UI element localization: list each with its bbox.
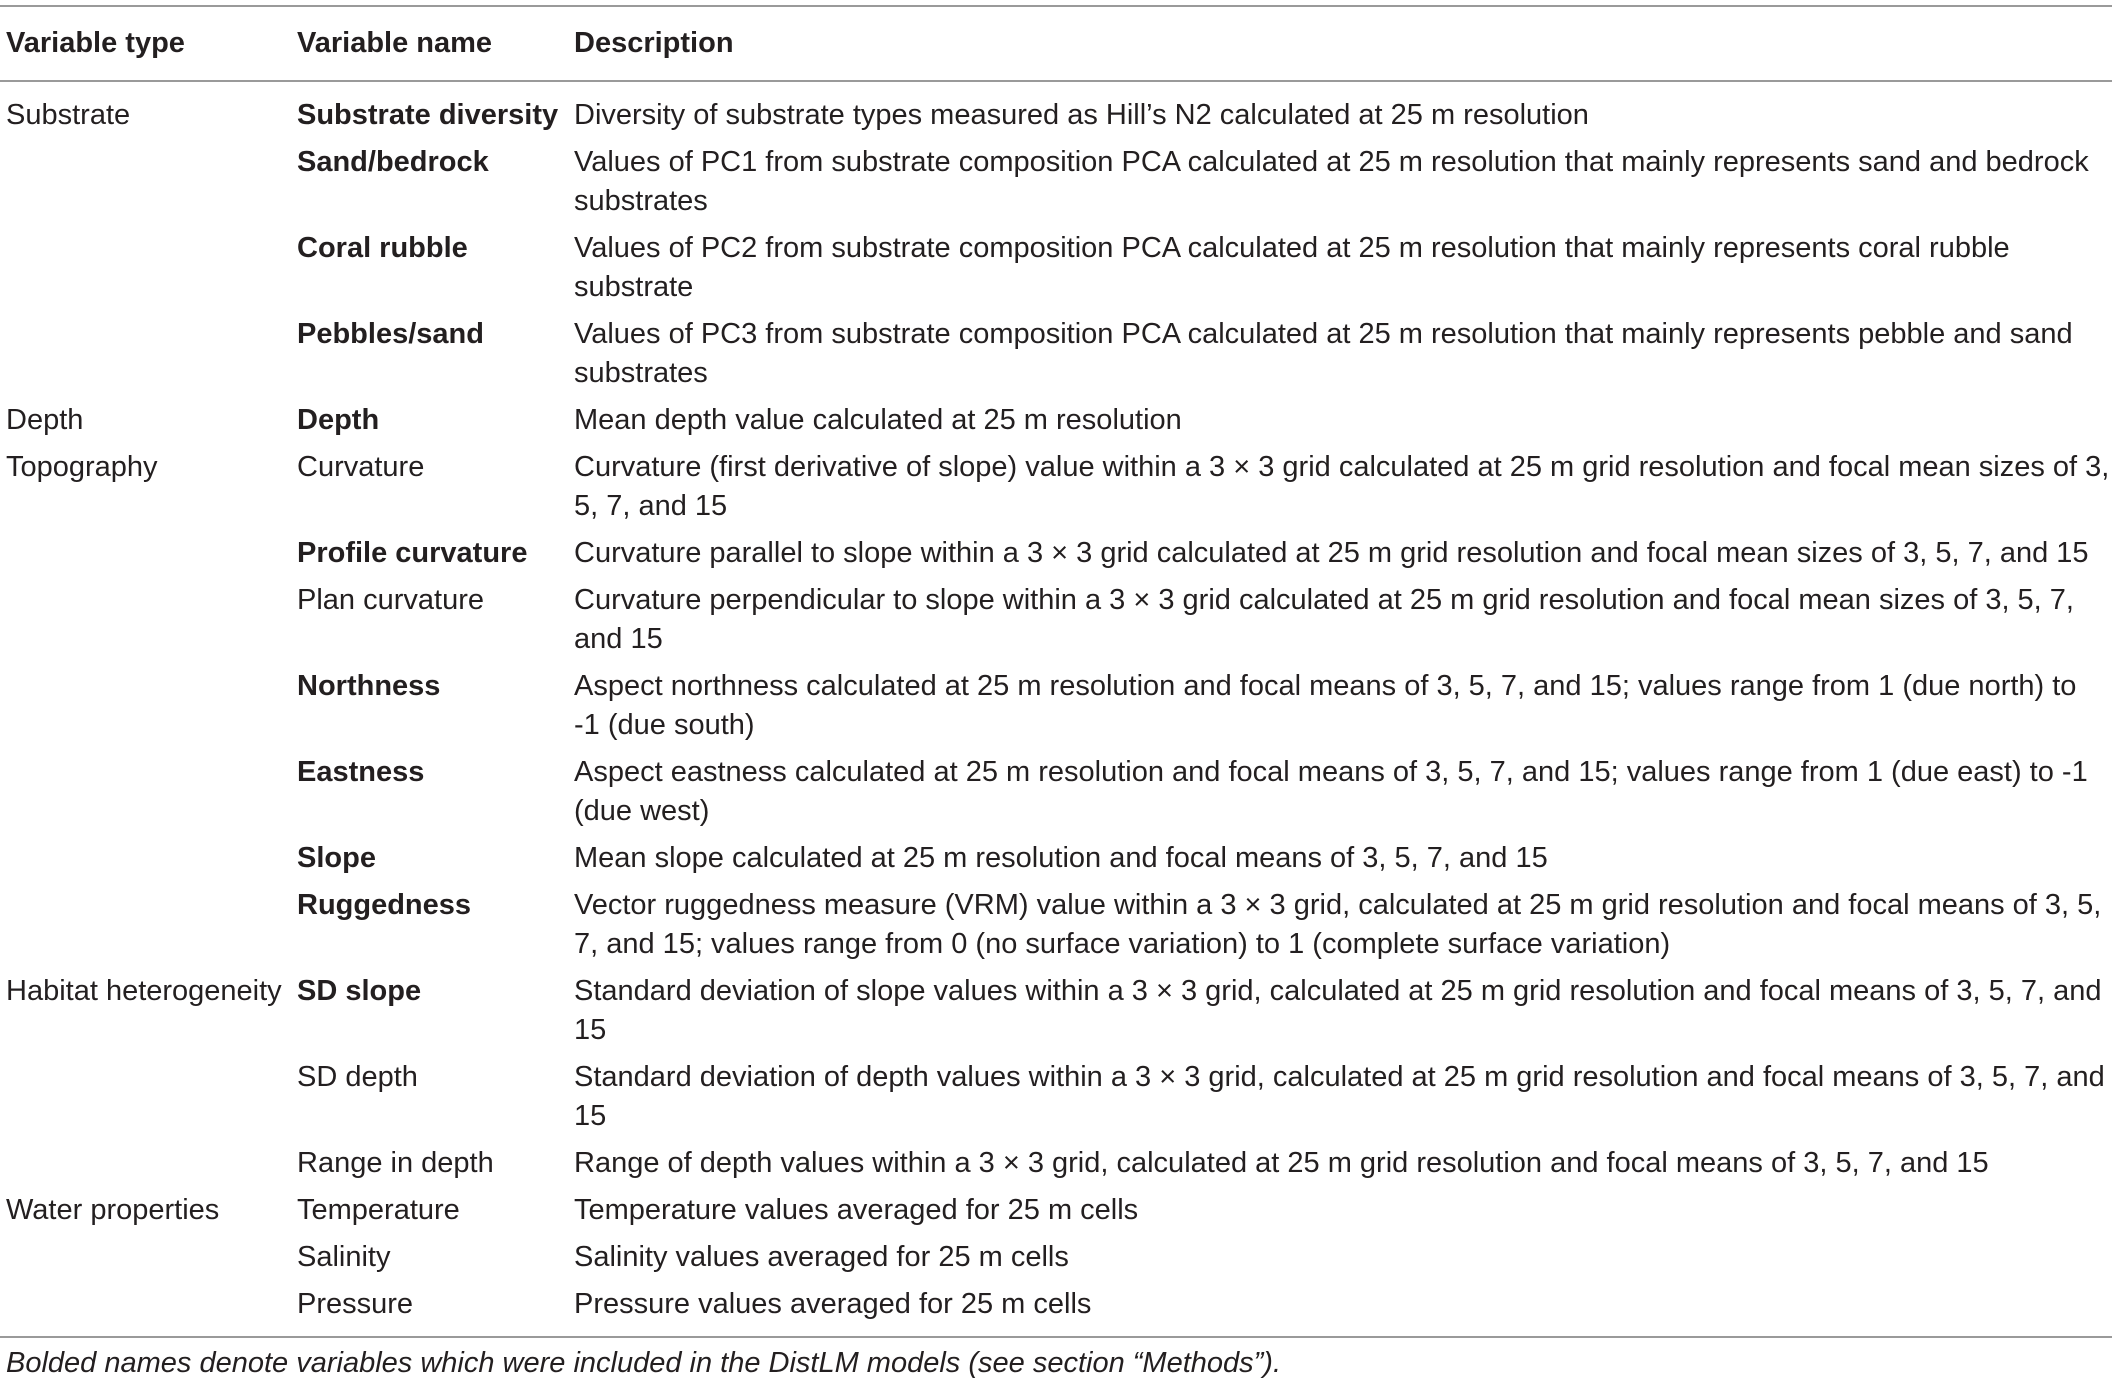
- table-row: [0, 448, 2112, 534]
- cell-description: Salinity values averaged for 25 m cells: [574, 1241, 1069, 1273]
- cell-variable-type: Topography: [6, 451, 158, 483]
- header-variable-name: Variable name: [297, 27, 493, 59]
- cell-variable-name: Substrate diversity: [297, 99, 559, 131]
- cell-description: Vector ruggedness measure (VRM) value within a 3 × 3 grid, calculated at 25 m grid resolution and focal means of 3, 5, 7, and 15; values range from 0 (no surface variation) to 1 (complete surface variation): [574, 889, 2102, 960]
- cell-variable-type: [0, 229, 291, 315]
- cell-variable-name: Salinity: [297, 1241, 391, 1273]
- table-row: [0, 315, 2112, 401]
- cell-variable-name: Profile curvature: [297, 537, 528, 569]
- cell-variable-name: Range in depth: [297, 1147, 494, 1179]
- table-row: [0, 972, 2112, 1058]
- cell-variable-name: Pressure: [297, 1288, 414, 1320]
- cell-description: Curvature (first derivative of slope) value within a 3 × 3 grid calculated at 25 m grid resolution and focal mean sizes of 3, 5, 7, and 15: [574, 451, 2110, 522]
- header-variable-type: Variable type: [6, 27, 185, 59]
- cell-description: Values of PC3 from substrate composition PCA calculated at 25 m resolution that mainly represents pebble and sand substrates: [574, 318, 2073, 389]
- cell-variable-name: SD slope: [297, 975, 422, 1007]
- cell-variable-name: Slope: [297, 842, 376, 874]
- header-row: [0, 7, 2112, 81]
- table-row: [0, 1058, 2112, 1144]
- cell-description: Values of PC2 from substrate composition PCA calculated at 25 m resolution that mainly represents coral rubble substrate: [574, 232, 2010, 303]
- cell-variable-type: [0, 315, 291, 401]
- cell-variable-type: [0, 1238, 291, 1285]
- table-body: [0, 81, 2112, 1336]
- cell-variable-name: Pebbles/sand: [297, 318, 484, 350]
- cell-variable-type: [0, 886, 291, 972]
- table-row: [0, 401, 2112, 448]
- cell-variable-type: [0, 1285, 291, 1336]
- table-row: [0, 886, 2112, 972]
- cell-variable-type: [0, 753, 291, 839]
- cell-variable-name: Depth: [297, 404, 380, 436]
- table-row: [0, 667, 2112, 753]
- table-row: [0, 753, 2112, 839]
- variables-table: [0, 7, 2112, 1336]
- cell-description: Aspect eastness calculated at 25 m resolution and focal means of 3, 5, 7, and 15; values range from 1 (due east) to -1 (due west): [574, 756, 2088, 827]
- cell-description: Standard deviation of slope values within a 3 × 3 grid, calculated at 25 m grid resolution and focal means of 3, 5, 7, and 15: [574, 975, 2102, 1046]
- cell-variable-name: Northness: [297, 670, 441, 702]
- table-row: [0, 839, 2112, 886]
- table-row: [0, 1285, 2112, 1336]
- table-header: [0, 7, 2112, 81]
- cell-description: Mean depth value calculated at 25 m resolution: [574, 404, 1182, 436]
- cell-variable-name: Ruggedness: [297, 889, 472, 921]
- cell-variable-name: Curvature: [297, 451, 425, 483]
- cell-variable-type: Depth: [6, 404, 84, 436]
- cell-description: Standard deviation of depth values within a 3 × 3 grid, calculated at 25 m grid resolution and focal means of 3, 5, 7, and 15: [574, 1061, 2105, 1132]
- cell-variable-type: Water properties: [6, 1194, 220, 1226]
- cell-description: Diversity of substrate types measured as Hill’s N2 calculated at 25 m resolution: [574, 99, 1589, 131]
- cell-variable-type: [0, 1058, 291, 1144]
- cell-variable-type: [0, 1144, 291, 1191]
- cell-variable-name: Plan curvature: [297, 584, 484, 616]
- table-row: [0, 229, 2112, 315]
- cell-variable-type: [0, 143, 291, 229]
- table-row: [0, 81, 2112, 143]
- cell-description: Pressure values averaged for 25 m cells: [574, 1288, 1092, 1320]
- table-footnote: Bolded names denote variables which were included in the DistLM models (see section “Methods”).: [6, 1347, 1282, 1379]
- variables-table-container: [0, 5, 2112, 1383]
- cell-description: Curvature perpendicular to slope within a 3 × 3 grid calculated at 25 m grid resolution and focal mean sizes of 3, 5, 7, and 15: [574, 584, 2074, 655]
- cell-variable-name: Sand/bedrock: [297, 146, 489, 178]
- cell-variable-type: Substrate: [6, 99, 131, 131]
- cell-variable-type: [0, 581, 291, 667]
- cell-description: Mean slope calculated at 25 m resolution and focal means of 3, 5, 7, and 15: [574, 842, 1548, 874]
- cell-variable-name: Coral rubble: [297, 232, 468, 264]
- cell-variable-name: Temperature: [297, 1194, 460, 1226]
- cell-variable-name: SD depth: [297, 1061, 418, 1093]
- cell-description: Temperature values averaged for 25 m cells: [574, 1194, 1139, 1226]
- cell-variable-type: [0, 667, 291, 753]
- cell-description: Range of depth values within a 3 × 3 grid, calculated at 25 m grid resolution and focal means of 3, 5, 7, and 15: [574, 1147, 1989, 1179]
- cell-description: Aspect northness calculated at 25 m resolution and focal means of 3, 5, 7, and 15; values range from 1 (due north) to -1 (due south): [574, 670, 2077, 741]
- table-row: [0, 534, 2112, 581]
- cell-variable-type: [0, 534, 291, 581]
- cell-variable-name: Eastness: [297, 756, 425, 788]
- table-row: [0, 143, 2112, 229]
- table-row: [0, 1144, 2112, 1191]
- cell-variable-type: Habitat heterogeneity: [6, 975, 282, 1007]
- cell-description: Values of PC1 from substrate composition PCA calculated at 25 m resolution that mainly represents sand and bedrock substrates: [574, 146, 2089, 217]
- table-row: [0, 581, 2112, 667]
- header-description: Description: [574, 27, 734, 59]
- table-row: [0, 1191, 2112, 1238]
- table-row: [0, 1238, 2112, 1285]
- cell-variable-type: [0, 839, 291, 886]
- cell-description: Curvature parallel to slope within a 3 × 3 grid calculated at 25 m grid resolution and focal mean sizes of 3, 5, 7, and 15: [574, 537, 2089, 569]
